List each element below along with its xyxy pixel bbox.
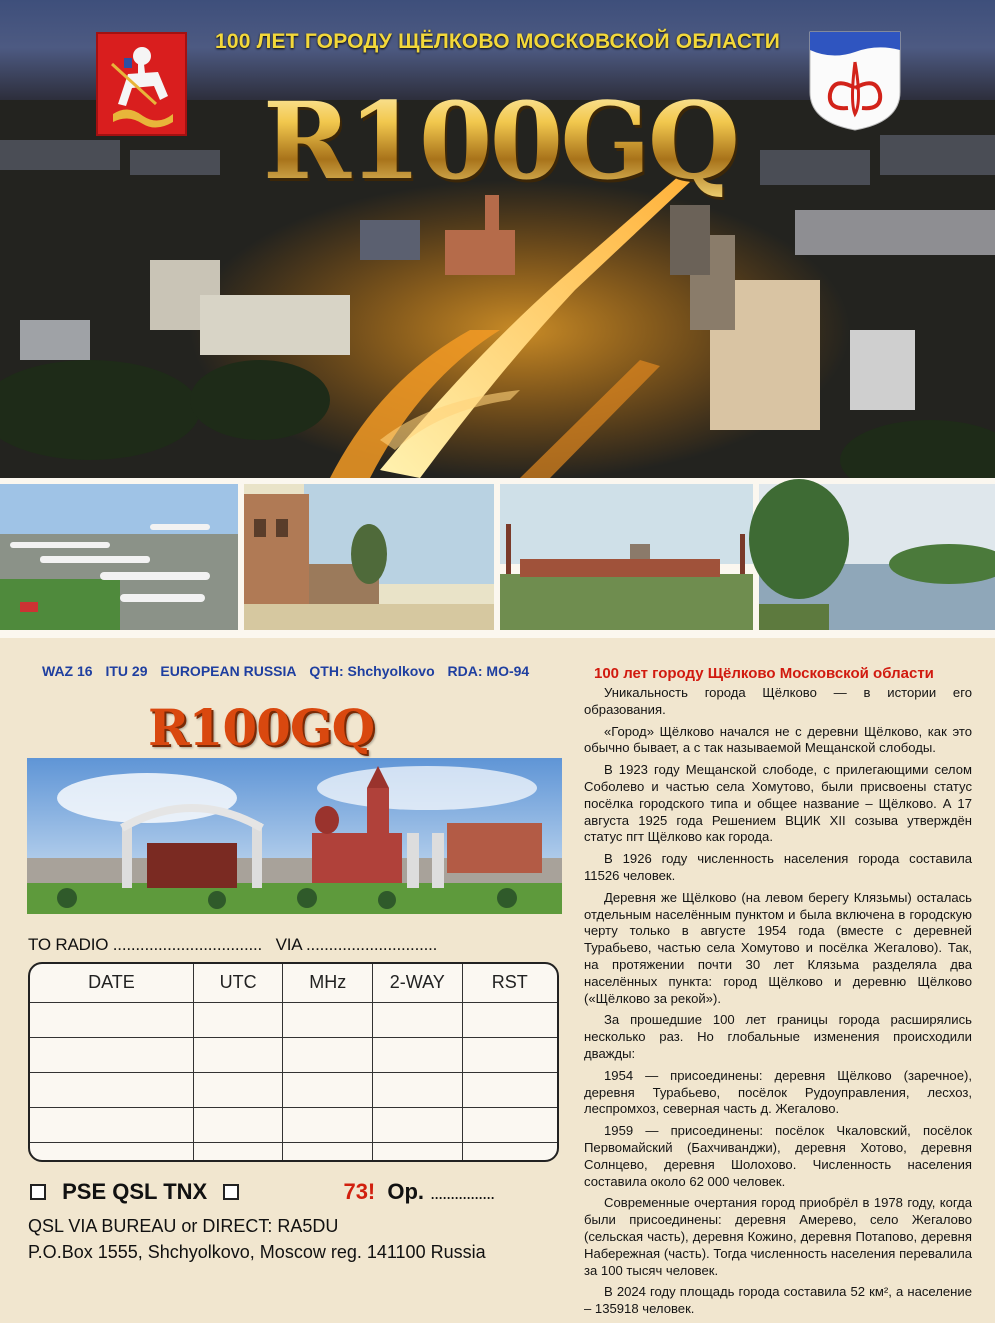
church-arch-photo	[27, 758, 562, 914]
historic-photo-strip	[0, 478, 995, 638]
aircraft-museum-photo	[0, 484, 238, 630]
via-field: VIA .............................	[275, 935, 438, 954]
col-rst: RST	[462, 964, 557, 1002]
rda: RDA: MO-94	[447, 663, 530, 679]
qth: QTH: Shchyolkovo	[309, 663, 435, 679]
history-title: 100 лет городу Щёлково Московской области	[594, 665, 934, 682]
col-date: DATE	[30, 964, 193, 1002]
old-factory-photo	[500, 484, 753, 630]
history-paragraph: 1954 — присоединены: деревня Щёлково (заречное), деревня Турабьево, посёлок Рудоуправления, лесхоз, леспромхоз, северная часть д. Жегалово.	[584, 1067, 972, 1117]
table-row	[30, 1072, 557, 1107]
history-paragraph: Современные очертания город приобрёл в 1978 году, когда были присоединены: деревня Амерево, село Жегалово (сельская часть), деревня Кожино, деревня Потапово, деревня Набережная (часть). Тогда численность населения перевалила за 100 тысяч человек.	[584, 1195, 972, 1278]
history-paragraph: 1959 — присоединены: посёлок Чкаловский, посёлок Первомайский (Бахчиванджи), деревня Хотово, деревня Солнцево, деревня Шолохово. Численность населения составила около 62 000 человек.	[584, 1123, 972, 1189]
qsl-via-line: QSL VIA BUREAU or DIRECT: RA5DU	[28, 1216, 339, 1236]
river-photo	[759, 484, 995, 630]
col-utc: UTC	[193, 964, 283, 1002]
region: EUROPEAN RUSSIA	[160, 663, 297, 679]
history-paragraph: В 2024 году площадь города составила 52 км², а население – 135918 человек.	[584, 1284, 972, 1317]
hero-title: 100 ЛЕТ ГОРОДУ ЩЁЛКОВО МОСКОВСКОЙ ОБЛАСТИ	[214, 30, 781, 53]
op-signature-field: ................	[430, 1183, 495, 1203]
col-2way: 2-WAY	[373, 964, 463, 1002]
pse-qsl-row	[30, 1179, 494, 1205]
table-row	[30, 1142, 557, 1160]
seventy-three: 73!	[343, 1179, 376, 1204]
pse-checkbox[interactable]	[30, 1184, 46, 1200]
history-paragraph: Деревня же Щёлково (на левом берегу Клязьмы) осталась отдельным населённым пунктом и была включена в городскую черту только в августе 1954 года (вместе с деревней Турабьево, частью села Хомутово и посёлка Жегалово). Так, на протяжении почти 30 лет Клязьма разделяла два населённых пункта: город Щёлково и деревню Щёлково («Щёлково за рекой»).	[584, 889, 972, 1006]
history-paragraph: В 1923 году Мещанской слободе, с прилегающими селом Соболево и частью села Хомутово, были присвоены статус посёлка городского типа и общее название – Щёлково. А 17 августа 1925 года Решением ВЦИК XII созыва утверждён статус пгт Щёлково как города.	[584, 762, 972, 845]
tnx-checkbox[interactable]	[223, 1184, 239, 1200]
hero-city-night-photo	[0, 0, 995, 478]
table-row	[30, 1107, 557, 1142]
to-radio-field: TO RADIO .................................	[28, 935, 263, 954]
station-info-line	[42, 663, 538, 679]
table-row	[30, 1037, 557, 1072]
pse-qsl-label: PSE QSL TNX	[62, 1179, 208, 1204]
waz-zone: WAZ 16	[42, 663, 93, 679]
history-text	[584, 685, 972, 1323]
op-label: Op.	[387, 1179, 425, 1204]
to-radio-via-line	[28, 935, 437, 955]
history-paragraph: За прошедшие 100 лет границы города расширялись несколько раз. Но глобальные изменения происходили дважды:	[584, 1012, 972, 1061]
table-row	[30, 1002, 557, 1037]
history-paragraph: В 1926 году численность населения города составила 11526 человек.	[584, 851, 972, 883]
history-paragraph: «Город» Щёлково начался не с деревни Щёлково, как это обычно бывает, а с так называемой Мещанской слободы.	[584, 723, 972, 756]
itu-zone: ITU 29	[105, 663, 148, 679]
qso-log-table	[28, 962, 559, 1162]
callsign-secondary: R100GQ	[148, 698, 375, 757]
callsign-hero: R100GQ	[250, 78, 750, 203]
postal-address: P.O.Box 1555, Shchyolkovo, Moscow reg. 141100 Russia	[28, 1242, 486, 1262]
old-street-photo	[244, 484, 494, 630]
history-paragraph: Уникальность города Щёлково — в истории его образования.	[584, 685, 972, 717]
col-mhz: MHz	[283, 964, 373, 1002]
